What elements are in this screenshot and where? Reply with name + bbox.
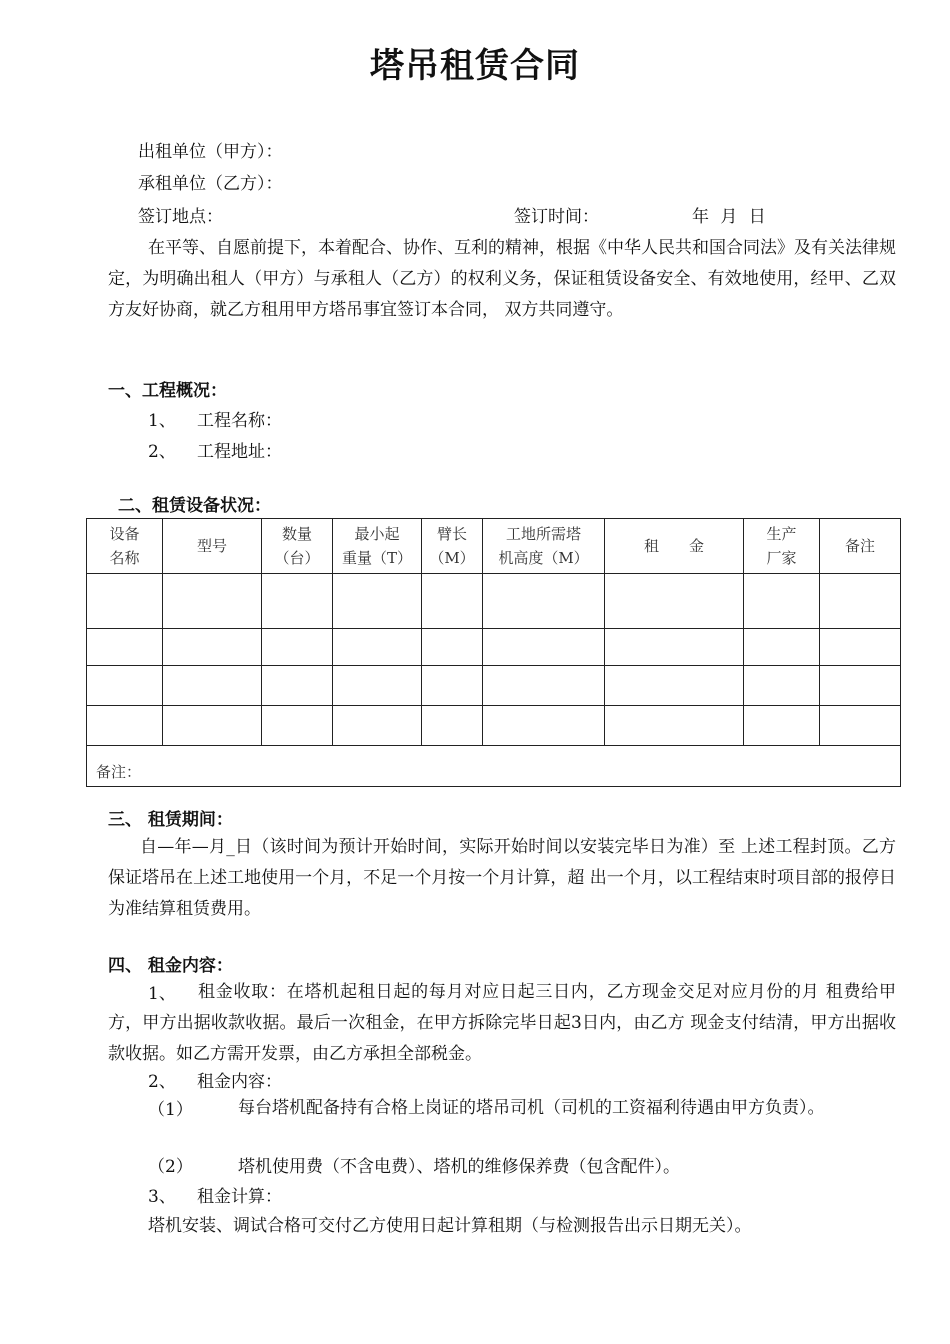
column-header: 设备 名称 xyxy=(87,519,163,574)
lease-period-paragraph: 自—年—月_日（该时间为预计开始时间，实际开始时间以安装完毕日为准）至 上述工程封顶。乙方保证塔吊在上述工地使用一个月，不足一个月按一个月计算，超 出一个月，以工程结束时项目部的报停日为准结算租赁费用。 xyxy=(108,837,896,919)
column-header: 工地所需塔 机高度（M） xyxy=(483,519,605,574)
column-header: 数量 （台） xyxy=(262,519,333,574)
signing-place: 签订地点： xyxy=(138,207,223,227)
signing-time-label: 签订时间： xyxy=(514,207,599,227)
intro-paragraph: 在平等、自愿前提下，本着配合、协作、互利的精神，根据《中华人民共和国合同法》及有关法律规定，为明确出租人（甲方）与承租人（乙方）的权利义务，保证租赁设备安全、有效地使用，经甲、乙双方友好协商，就乙方租用甲方塔吊事宜签订本合同， 双方共同遵守。 xyxy=(108,238,896,320)
table-header-row xyxy=(87,519,901,574)
column-header: 臂长 （M） xyxy=(422,519,483,574)
table-note-row xyxy=(87,746,901,787)
rent-collection-paragraph: 租金收取：在塔机起租日起的每月对应日起三日内，乙方现金交足对应月份的月 租费给甲方，甲方出据收款收据。最后一次租金，在甲方拆除完毕日起3日内，由乙方 现金支付结清，甲方出据收款收据。如乙方需开发票，由乙方承担全部税金。 xyxy=(108,982,896,1064)
column-header: 型号 xyxy=(163,519,262,574)
section-4-item-1-number: 1、 xyxy=(148,984,176,1004)
rent-calculation-label: 租金计算： xyxy=(197,1187,282,1207)
table-row xyxy=(87,629,901,666)
section-2-heading: 二、租赁设备状况： xyxy=(118,496,271,516)
sub-item-1-number: （1） xyxy=(148,1100,193,1120)
section-1-item-1-number: 1、 xyxy=(148,411,176,431)
document-title: 塔吊租赁合同 xyxy=(370,46,580,86)
table-note: 备注： xyxy=(87,746,901,787)
sub-item-2-number: （2） xyxy=(148,1157,193,1177)
section-3-heading: 三、 租赁期间： xyxy=(108,810,233,830)
section-1-item-2-number: 2、 xyxy=(148,442,176,462)
section-4-heading: 四、 租金内容： xyxy=(108,956,233,976)
signing-date: 年 月 日 xyxy=(692,207,766,227)
column-header: 生产 厂家 xyxy=(744,519,820,574)
rent-calculation-body: 塔机安装、调试合格可交付乙方使用日起计算租期（与检测报告出示日期无关）。 xyxy=(148,1216,752,1236)
column-header: 租 金 xyxy=(605,519,744,574)
usage-fee-line: 塔机使用费（不含电费）、塔机的维修保养费（包含配件）。 xyxy=(238,1157,680,1177)
project-address-label: 工程地址： xyxy=(197,442,282,462)
section-1-heading: 一、工程概况： xyxy=(108,381,227,401)
lessee-line: 承租单位（乙方）： xyxy=(138,174,283,194)
column-header: 备注 xyxy=(820,519,901,574)
table-row xyxy=(87,706,901,746)
table-row xyxy=(87,666,901,706)
equipment-table xyxy=(86,518,901,787)
lessor-line: 出租单位（甲方）： xyxy=(138,142,283,162)
section-4-item-3-number: 3、 xyxy=(148,1187,176,1207)
section-4-item-2-number: 2、 xyxy=(148,1072,176,1092)
project-name-label: 工程名称： xyxy=(197,411,282,431)
table-row xyxy=(87,574,901,629)
rent-content-label: 租金内容： xyxy=(197,1072,282,1092)
column-header: 最小起 重量（T） xyxy=(333,519,422,574)
driver-provision-paragraph: 每台塔机配备持有合格上岗证的塔吊司机（司机的工资福利待遇由甲方负责）。 xyxy=(238,1098,825,1118)
